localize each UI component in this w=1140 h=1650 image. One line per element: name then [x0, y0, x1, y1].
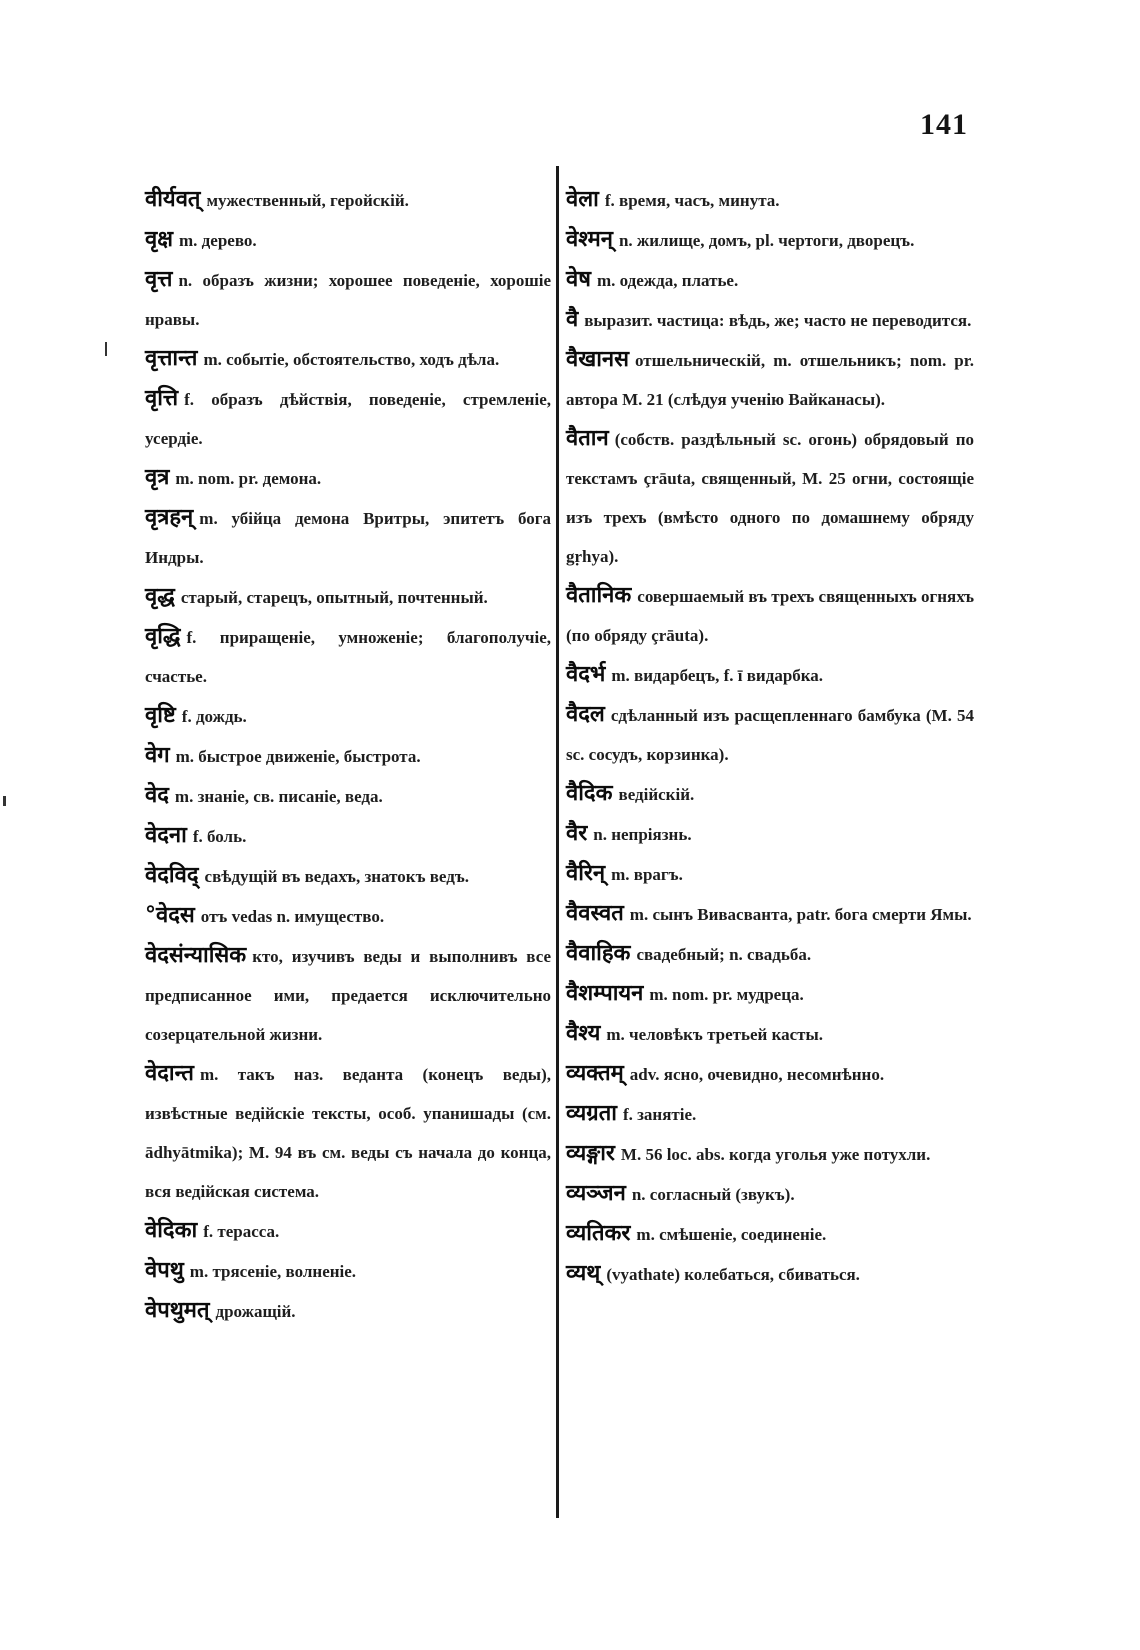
- entry-definition: свадебный; n. свадьба.: [636, 945, 812, 964]
- entry-definition: m. убійца демона Вритры, эпитетъ бога Индры.: [145, 509, 551, 567]
- entry-lemma: वृद्ध: [145, 584, 175, 609]
- entry-lemma: वैदल: [566, 702, 605, 727]
- entry-definition: (vyathate) колебаться, сбиваться.: [606, 1265, 860, 1284]
- dictionary-entry: [566, 1134, 974, 1174]
- entry-definition: n. жилище, домъ, pl. чертоги, дворецъ.: [618, 231, 915, 250]
- dictionary-entry: [145, 458, 551, 498]
- entry-lemma: वैतान: [566, 426, 609, 451]
- entry-definition: сдѣланный изъ расщепленнаго бамбука (M. 54 sc. сосудъ, корзинка).: [566, 706, 974, 764]
- entry-definition: n. согласный (звукъ).: [631, 1185, 795, 1204]
- entry-definition: m. трясеніе, волненіе.: [189, 1262, 357, 1281]
- dictionary-entry: [145, 696, 551, 736]
- entry-definition: кто, изучивъ веды и выполнивъ все предписанное ими, предается исключительно созерцательной жизни.: [145, 947, 551, 1044]
- dictionary-entry: [145, 577, 551, 617]
- entry-definition: adv. ясно, очевидно, несомнѣнно.: [629, 1065, 885, 1084]
- entry-lemma: वेपथु: [145, 1258, 184, 1283]
- dictionary-entry: [566, 180, 974, 220]
- dictionary-entry: [145, 1211, 551, 1251]
- entry-lemma: वेला: [566, 187, 599, 212]
- entry-lemma: वृत्रहन्: [145, 505, 194, 530]
- entry-definition: m. nom. pr. демона.: [175, 469, 322, 488]
- entry-definition: f. время, часъ, минута.: [604, 191, 780, 210]
- dictionary-entry: [145, 896, 551, 936]
- entry-lemma: वृत्तान्त: [145, 346, 198, 371]
- entry-definition: старый, старецъ, опытный, почтенный.: [180, 588, 488, 607]
- entry-definition: дрожащій.: [215, 1302, 296, 1321]
- entry-definition: выразит. частица: вѣдь, же; часто не переводится.: [584, 311, 972, 330]
- dictionary-entry: [145, 180, 551, 220]
- entry-definition: m. сынъ Вивасванта, patr. бога смерти Ямы.: [629, 905, 972, 924]
- dictionary-entry: [566, 934, 974, 974]
- dictionary-entry: [566, 1094, 974, 1134]
- entry-definition: (собств. раздѣльный sc. огонь) обрядовый по текстамъ çrāuta, священный, M. 25 огни, состоящіе изъ трехъ (вмѣсто одного по домашнему обряду gṛhya).: [566, 430, 974, 566]
- left-column: [145, 180, 551, 1331]
- entry-lemma: वैरिन्: [566, 861, 606, 886]
- entry-definition: f. занятіе.: [622, 1105, 697, 1124]
- entry-definition: n. образъ жизни; хорошее поведеніе, хорошіе нравы.: [145, 271, 551, 329]
- entry-lemma: वृत्त: [145, 267, 173, 292]
- entry-definition: f. образъ дѣйствія, поведеніе, стремленіе, усердіе.: [145, 390, 551, 448]
- entry-lemma: वृत्र: [145, 465, 170, 490]
- dictionary-entry: [566, 814, 974, 854]
- page-number: 141: [920, 108, 968, 141]
- entry-lemma: वेश्मन्: [566, 227, 613, 252]
- dictionary-entry: [145, 339, 551, 379]
- entry-lemma: वैतानिक: [566, 583, 632, 608]
- entry-definition: f. боль.: [192, 827, 247, 846]
- scan-artifact: [3, 796, 6, 806]
- dictionary-entry: [566, 774, 974, 814]
- entry-definition: m. быстрое движеніе, быстрота.: [175, 747, 421, 766]
- entry-definition: m. событіе, обстоятельство, ходъ дѣла.: [203, 350, 500, 369]
- entry-definition: свѣдущій въ ведахъ, знатокъ ведъ.: [204, 867, 469, 886]
- entry-lemma: वैदिक: [566, 781, 613, 806]
- entry-lemma: वेदान्त: [145, 1061, 194, 1086]
- entry-lemma: °वेदस: [145, 903, 195, 928]
- dictionary-entry: [566, 340, 974, 419]
- entry-lemma: वृक्ष: [145, 227, 174, 252]
- right-column: [566, 180, 974, 1294]
- entry-definition: m. nom. pr. мудреца.: [649, 985, 804, 1004]
- dictionary-entry: [566, 1214, 974, 1254]
- dictionary-entry: [145, 617, 551, 696]
- entry-definition: f. приращеніе, умноженіе; благополучіе, счастье.: [145, 628, 551, 686]
- entry-lemma: व्यक्तम्: [566, 1061, 624, 1086]
- dictionary-entry: [145, 1251, 551, 1291]
- entry-lemma: वैखानस: [566, 347, 630, 372]
- entry-lemma: वेदना: [145, 823, 187, 848]
- dictionary-entry: [566, 1014, 974, 1054]
- entry-lemma: वैर: [566, 821, 588, 846]
- dictionary-entry: [566, 974, 974, 1014]
- entry-lemma: व्यञ्जन: [566, 1181, 626, 1206]
- dictionary-entry: [566, 695, 974, 774]
- dictionary-entry: [145, 1291, 551, 1331]
- entry-lemma: वेग: [145, 743, 170, 768]
- entry-definition: отъ vedas n. имущество.: [200, 907, 385, 926]
- dictionary-entry: [145, 936, 551, 1054]
- entry-definition: f. дождь.: [181, 707, 247, 726]
- column-divider: [556, 166, 559, 1518]
- dictionary-entry: [566, 854, 974, 894]
- entry-definition: m. дерево.: [179, 231, 257, 250]
- entry-lemma: वेदिका: [145, 1218, 198, 1243]
- entry-definition: M. 56 loc. abs. когда уголья уже потухли.: [620, 1145, 931, 1164]
- dictionary-entry: [566, 576, 974, 655]
- entry-lemma: वृष्टि: [145, 703, 176, 728]
- entry-definition: m. человѣкъ третьей касты.: [606, 1025, 824, 1044]
- entry-definition: m. знаніе, св. писаніе, веда.: [174, 787, 383, 806]
- dictionary-entry: [145, 776, 551, 816]
- dictionary-entry: [566, 300, 974, 340]
- dictionary-entry: [145, 816, 551, 856]
- entry-lemma: व्यङ्गार: [566, 1141, 615, 1166]
- entry-lemma: वेद: [145, 783, 169, 808]
- dictionary-entry: [145, 856, 551, 896]
- dictionary-entry: [566, 655, 974, 695]
- dictionary-entry: [566, 220, 974, 260]
- dictionary-entry: [566, 260, 974, 300]
- entry-lemma: व्यग्रता: [566, 1101, 617, 1126]
- entry-lemma: वेदसंन्यासिक: [145, 943, 247, 968]
- entry-definition: f. терасса.: [203, 1222, 280, 1241]
- entry-lemma: वैवस्वत: [566, 901, 624, 926]
- entry-lemma: वैवाहिक: [566, 941, 631, 966]
- entry-lemma: वै: [566, 307, 579, 332]
- dictionary-entry: [566, 1054, 974, 1094]
- entry-definition: m. такъ наз. веданта (конецъ веды), извѣстные ведійскіе тексты, особ. упанишады (см. ādhyātmika); M. 94 въ см. веды съ начала до конца, вся ведійская система.: [145, 1065, 551, 1201]
- entry-lemma: वृत्ति: [145, 386, 179, 411]
- dictionary-entry: [145, 260, 551, 339]
- entry-lemma: व्यतिकर: [566, 1221, 631, 1246]
- scan-artifact: [105, 342, 107, 356]
- entry-lemma: वेदविद्: [145, 863, 199, 888]
- dictionary-entry: [145, 1054, 551, 1211]
- dictionary-entry: [145, 736, 551, 776]
- entry-definition: m. врагъ.: [611, 865, 683, 884]
- entry-lemma: व्यथ्: [566, 1261, 601, 1286]
- entry-definition: m. видарбецъ, f. ī видарбка.: [611, 666, 824, 685]
- dictionary-entry: [566, 1254, 974, 1294]
- dictionary-entry: [566, 1174, 974, 1214]
- entry-lemma: वैशम्पायन: [566, 981, 644, 1006]
- entry-lemma: वेपथुमत्: [145, 1298, 210, 1323]
- dictionary-entry: [145, 498, 551, 577]
- entry-lemma: वीर्यवत्: [145, 187, 201, 212]
- entry-definition: m. смѣшеніе, соединеніе.: [636, 1225, 827, 1244]
- entry-lemma: वैदर्भ: [566, 662, 606, 687]
- dictionary-entry: [566, 419, 974, 576]
- entry-definition: m. одежда, платье.: [596, 271, 739, 290]
- entry-definition: n. непріязнь.: [593, 825, 692, 844]
- entry-definition: ведійскій.: [618, 785, 695, 804]
- entry-lemma: वेष: [566, 267, 591, 292]
- entry-definition: мужественный, геройскій.: [206, 191, 409, 210]
- entry-definition: отшельническій, m. отшельникъ; nom. pr. автора M. 21 (слѣдуя ученію Вайканасы).: [566, 351, 974, 409]
- entry-lemma: वैश्य: [566, 1021, 601, 1046]
- dictionary-entry: [145, 220, 551, 260]
- entry-lemma: वृद्धि: [145, 624, 181, 649]
- dictionary-entry: [145, 379, 551, 458]
- entry-definition: совершаемый въ трехъ священныхъ огняхъ (по обряду çrāuta).: [566, 587, 974, 645]
- dictionary-entry: [566, 894, 974, 934]
